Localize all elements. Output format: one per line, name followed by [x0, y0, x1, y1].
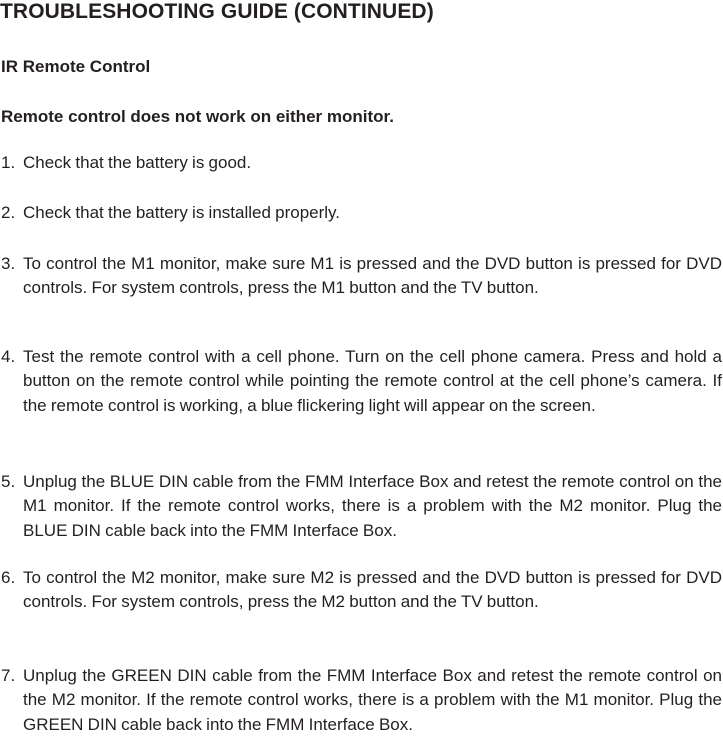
step-text: Test the remote control with a cell phone. Turn on the cell phone camera. Press and hold a button on the remote control while pointing the remote control at the cell phone’s camera. If the remote control is working, a blue flickering light will appear on the screen.: [23, 347, 722, 415]
page-title: TROUBLESHOOTING GUIDE (CONTINUED): [0, 0, 434, 23]
step-5: [0, 470, 722, 543]
step-text: To control the M1 monitor, make sure M1 is pressed and the DVD button is pressed for DVD controls. For system controls, press the M1 button and the TV button.: [23, 254, 722, 298]
step-number: 6.: [1, 568, 16, 587]
step-3: [0, 252, 722, 301]
step-number: 5.: [1, 472, 16, 491]
section-heading: IR Remote Control: [1, 57, 151, 76]
step-number: 1.: [1, 153, 16, 172]
step-number: 2.: [1, 203, 16, 222]
step-number: 7.: [1, 666, 16, 685]
step-7: [0, 664, 722, 737]
step-1: [0, 151, 722, 175]
step-text: Unplug the BLUE DIN cable from the FMM Interface Box and retest the remote control on the M1 monitor. If the remote control works, there is a problem with the M2 monitor. Plug the BLUE DIN cable back into the FMM Interface Box.: [23, 472, 722, 540]
step-text: Unplug the GREEN DIN cable from the FMM Interface Box and retest the remote control on the M2 monitor. If the remote control works, there is a problem with the M1 monitor. Plug the GREEN DIN cable back into the FMM Interface Box.: [23, 666, 722, 734]
step-2: [0, 201, 722, 225]
step-number: 4.: [1, 347, 16, 366]
issue-heading: Remote control does not work on either monitor.: [1, 107, 394, 126]
step-number: 3.: [1, 254, 16, 273]
step-text: To control the M2 monitor, make sure M2 is pressed and the DVD button is pressed for DVD controls. For system controls, press the M2 button and the TV button.: [23, 568, 722, 612]
step-text: Check that the battery is installed properly.: [23, 203, 341, 222]
step-4: [0, 345, 722, 418]
step-6: [0, 566, 722, 615]
step-text: Check that the battery is good.: [23, 153, 252, 172]
